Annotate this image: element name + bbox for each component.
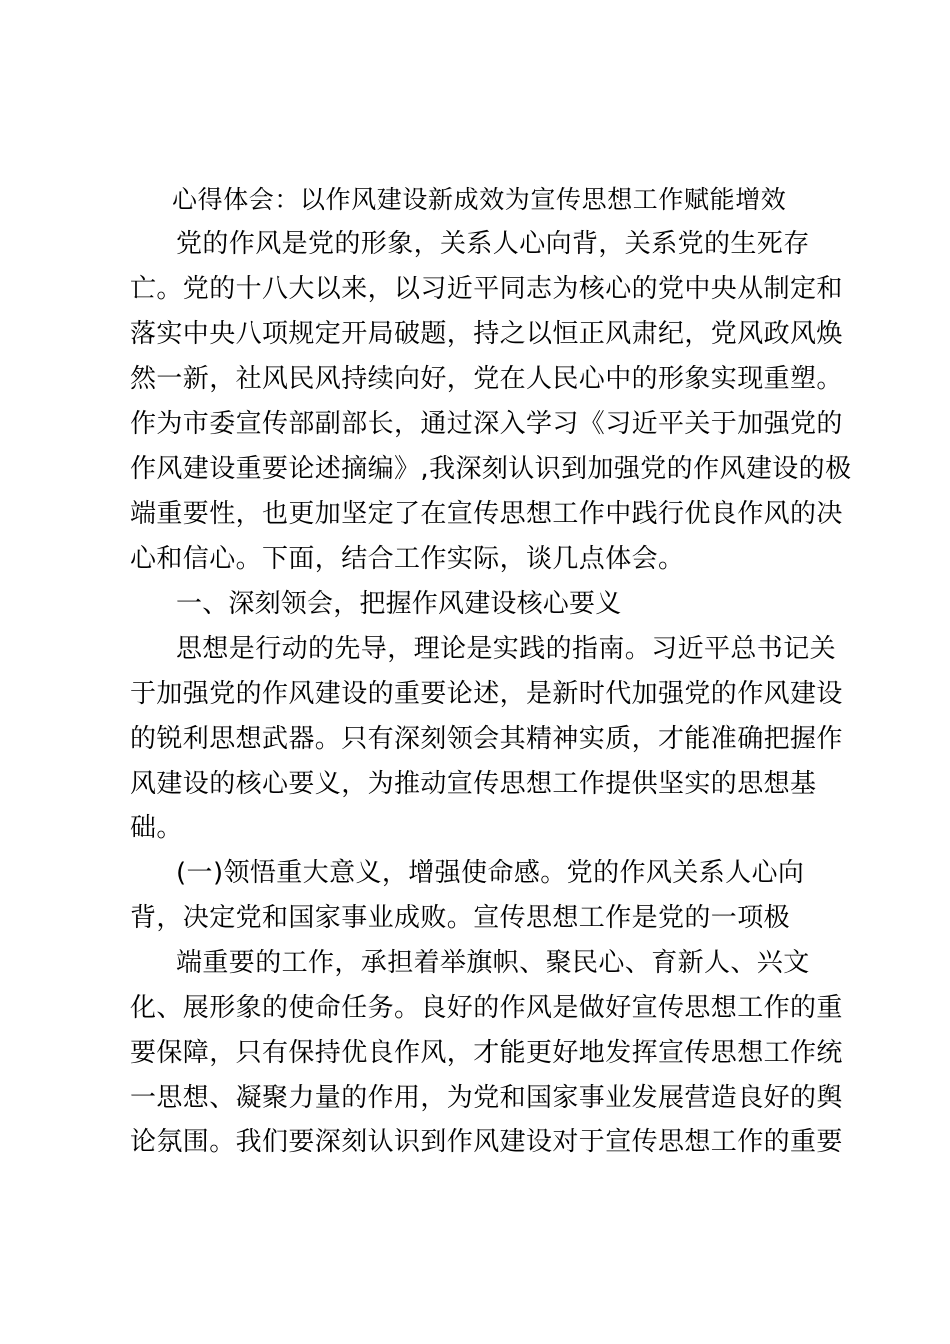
paragraph-line: 党的作风是党的形象，关系人心向背，关系党的生死存 bbox=[176, 229, 810, 259]
paragraph-line: 一思想、凝聚力量的作用，为党和国家事业发展营造良好的舆 bbox=[130, 1083, 843, 1113]
paragraph-line: 要保障，只有保持优良作风，才能更好地发挥宣传思想工作统 bbox=[130, 1038, 843, 1068]
paragraph-line: 于加强党的作风建设的重要论述，是新时代加强党的作风建设 bbox=[130, 679, 843, 709]
paragraph-line: 然一新，社风民风持续向好，党在人民心中的形象实现重塑。 bbox=[130, 364, 843, 394]
paragraph-line: 亡。党的十八大以来，以习近平同志为核心的党中央从制定和 bbox=[130, 274, 843, 304]
paragraph-line: 端重要的工作，承担着举旗帜、聚民心、育新人、兴文 bbox=[176, 948, 810, 978]
paragraph-line: 背，决定党和国家事业成败。宣传思想工作是党的一项极 bbox=[130, 903, 791, 933]
paragraph-line: 落实中央八项规定开局破题，持之以恒正风肃纪，党风政风焕 bbox=[130, 319, 843, 349]
paragraph-line: 风建设的核心要义，为推动宣传思想工作提供坚实的思想基 bbox=[130, 769, 817, 799]
paragraph-line: 心和信心。下面，结合工作实际，谈几点体会。 bbox=[130, 544, 685, 574]
paragraph-line: 端重要性，也更加坚定了在宣传思想工作中践行优良作风的决 bbox=[130, 499, 843, 529]
section-heading: 一、深刻领会，把握作风建设核心要义 bbox=[176, 589, 622, 619]
paragraph-line: 化、展形象的使命任务。良好的作风是做好宣传思想工作的重 bbox=[130, 993, 843, 1023]
paragraph-line: 作为市委宣传部副部长，通过深入学习《习近平关于加强党的 bbox=[130, 409, 843, 439]
paragraph-line: 作风建设重要论述摘编》,我深刻认识到加强党的作风建设的极 bbox=[130, 454, 852, 484]
paragraph-line: 论氛围。我们要深刻认识到作风建设对于宣传思想工作的重要 bbox=[130, 1127, 843, 1157]
paragraph-line: (一)领悟重大意义，增强使命感。党的作风关系人心向 bbox=[176, 858, 805, 888]
paragraph-line: 的锐利思想武器。只有深刻领会其精神实质，才能准确把握作 bbox=[130, 724, 843, 754]
paragraph-line: 础。 bbox=[130, 813, 183, 843]
paragraph-line: 思想是行动的先导，理论是实践的指南。习近平总书记关 bbox=[176, 634, 837, 664]
document-title: 心得体会：以作风建设新成效为宣传思想工作赋能增效 bbox=[172, 185, 787, 214]
